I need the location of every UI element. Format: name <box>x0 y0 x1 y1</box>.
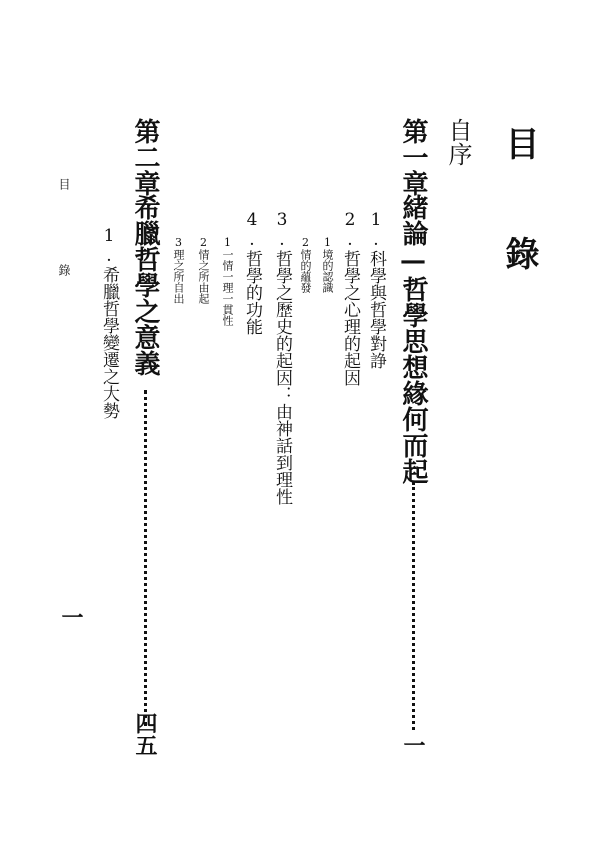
chapter-2-title: 希臘哲學之意義 <box>130 194 160 376</box>
section-1-3: 3.哲學之歷史的起因：由神話到理性 <box>272 210 292 505</box>
chapter-1-label: 第一章 <box>398 118 428 196</box>
page-number: 一 <box>58 606 84 628</box>
chapter-1-leader <box>412 482 415 730</box>
chapter-2-label: 第二章 <box>130 118 160 196</box>
chapter-1-title: 緒論—哲學思想緣何而起 <box>398 194 428 484</box>
subsection-1-4-2: 2情之所由起 <box>197 236 210 304</box>
subsection-1-2-2: 2情的蘊發 <box>299 236 312 293</box>
subsection-1-2-1: 1境的認識 <box>321 236 334 293</box>
section-2-1: 1.希臘哲學變遷之大勢 <box>99 226 119 419</box>
chapter-1-page: 一 <box>400 734 426 756</box>
section-1-1: 1.科學與哲學對諍 <box>366 210 386 369</box>
section-1-2: 2.哲學之心理的起因 <box>340 210 360 386</box>
chapter-2-leader <box>144 390 147 726</box>
subsection-1-4-1: 1一情一理一貫性 <box>221 236 234 326</box>
preface-entry: 自序 <box>444 118 472 166</box>
subsection-1-4-3: 3理之所自出 <box>172 236 185 304</box>
chapter-2-page: 四五 <box>132 712 158 756</box>
section-1-4: 4.哲學的功能 <box>242 210 262 335</box>
page-title: 目 錄 <box>499 126 539 288</box>
running-head: 目 錄 <box>57 178 71 306</box>
